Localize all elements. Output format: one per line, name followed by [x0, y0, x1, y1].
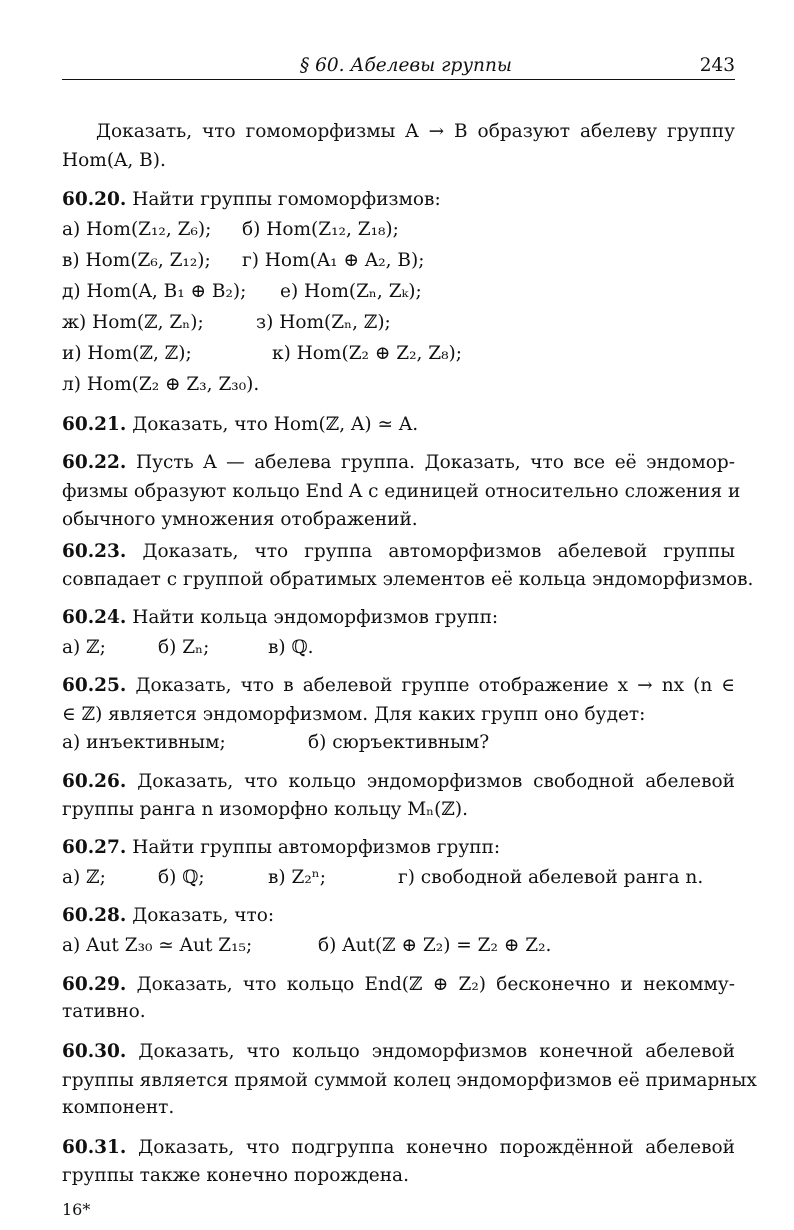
problem-text: Доказать, что:	[132, 905, 275, 926]
problem-number: 60.20.	[62, 189, 127, 210]
item: а) инъективным;	[62, 732, 226, 753]
text-line: Hom(A, B).	[62, 150, 166, 171]
signature-mark: 16*	[62, 1200, 91, 1219]
problem-60-23	[62, 538, 735, 566]
problem-number: 60.31.	[62, 1137, 127, 1158]
item: ж) Hom(ℤ, Zₙ);	[62, 312, 204, 333]
header-title: § 60. Абелевы группы	[300, 55, 512, 76]
item: а) ℤ;	[62, 637, 106, 658]
text-line: группы ранга n изоморфно кольцу Mₙ(ℤ).	[62, 799, 468, 820]
problem-number: 60.29.	[62, 974, 127, 995]
problem-number: 60.21.	[62, 414, 127, 435]
item: а) Hom(Z₁₂, Z₆);	[62, 219, 212, 240]
problem-number: 60.23.	[62, 541, 127, 562]
item-row	[62, 729, 735, 757]
problem-number: 60.27.	[62, 837, 127, 858]
text-line: Пусть A — абелева группа. Доказать, что все её эндомор-	[135, 452, 735, 473]
item: в) ℚ.	[268, 637, 314, 658]
text-line: Доказать, что кольцо эндоморфизмов конечной абелевой	[138, 1041, 735, 1062]
item: в) Hom(Z₆, Z₁₂);	[62, 250, 211, 271]
item: а) ℤ;	[62, 867, 106, 888]
item: з) Hom(Zₙ, ℤ);	[256, 312, 391, 333]
item-row	[62, 864, 735, 892]
text-line: ∈ ℤ) является эндоморфизмом. Для каких групп оно будет:	[62, 704, 646, 725]
item: б) ℚ;	[158, 867, 205, 888]
text-line: компонент.	[62, 1097, 175, 1118]
text-line: Доказать, что группа автоморфизмов абелевой группы	[142, 541, 736, 562]
item: б) Zₙ;	[158, 637, 210, 658]
problem-60-27	[62, 834, 735, 862]
text-line: группы является прямой суммой колец эндоморфизмов её примарных	[62, 1070, 757, 1091]
item-row	[62, 340, 735, 368]
running-header	[62, 55, 735, 80]
text-line: тативно.	[62, 1001, 146, 1022]
problem-text: Найти группы автоморфизмов групп:	[132, 837, 501, 858]
problem-number: 60.28.	[62, 905, 127, 926]
item: г) свободной абелевой ранга n.	[398, 867, 704, 888]
text-line: Доказать, что гомоморфизмы A → B образуют абелеву группу	[96, 121, 735, 142]
problem-60-26	[62, 768, 735, 796]
item: г) Hom(A₁ ⊕ A₂, B);	[242, 250, 425, 271]
problem-60-28	[62, 902, 735, 930]
text-line: совпадает с группой обратимых элементов её кольца эндоморфизмов.	[62, 569, 754, 590]
problem-number: 60.30.	[62, 1041, 127, 1062]
text-line: группы также конечно порождена.	[62, 1165, 409, 1186]
problem-number: 60.26.	[62, 771, 127, 792]
text-line: Доказать, что кольцо эндоморфизмов свободной абелевой	[137, 771, 735, 792]
item: е) Hom(Zₙ, Zₖ);	[280, 281, 422, 302]
item-row	[62, 371, 735, 399]
problem-60-29	[62, 971, 735, 999]
problem-60-24	[62, 604, 735, 632]
problem-text: Доказать, что Hom(ℤ, A) ≃ A.	[132, 414, 419, 435]
item: б) Aut(ℤ ⊕ Z₂) = Z₂ ⊕ Z₂.	[318, 935, 552, 956]
problem-number: 60.25.	[62, 675, 127, 696]
problem-number: 60.22.	[62, 452, 127, 473]
item-row	[62, 932, 735, 960]
item: и) Hom(ℤ, ℤ);	[62, 343, 192, 364]
item-row	[62, 634, 735, 662]
item-row	[62, 309, 735, 337]
item: б) сюръективным?	[308, 732, 490, 753]
page-number: 243	[699, 55, 735, 76]
text-line: физмы образуют кольцо End A с единицей относительно сложения и	[62, 481, 741, 502]
problem-60-31	[62, 1134, 735, 1162]
problem-text: Найти группы гомоморфизмов:	[132, 189, 441, 210]
item-row	[62, 247, 735, 275]
text-line: Доказать, что в абелевой группе отображение x → nx (n ∈	[135, 675, 735, 696]
problem-60-25	[62, 672, 735, 700]
item: л) Hom(Z₂ ⊕ Z₃, Z₃₀).	[62, 374, 260, 395]
item: к) Hom(Z₂ ⊕ Z₂, Z₈);	[272, 343, 462, 364]
problem-60-30	[62, 1038, 735, 1066]
text-line: Доказать, что подгруппа конечно порождённой абелевой	[138, 1137, 735, 1158]
text-line: обычного умножения отображений.	[62, 509, 418, 530]
problem-text: Найти кольца эндоморфизмов групп:	[132, 607, 499, 628]
text-line: Доказать, что кольцо End(ℤ ⊕ Z₂) бесконечно и некомму-	[136, 974, 735, 995]
item: в) Z₂ⁿ;	[268, 867, 327, 888]
problem-60-22	[62, 449, 735, 477]
problem-60-21	[62, 411, 735, 439]
item: б) Hom(Z₁₂, Z₁₈);	[242, 219, 399, 240]
problem-number: 60.24.	[62, 607, 127, 628]
item: д) Hom(A, B₁ ⊕ B₂);	[62, 281, 247, 302]
item: а) Aut Z₃₀ ≃ Aut Z₁₅;	[62, 935, 253, 956]
problem-60-20	[62, 186, 735, 214]
item-row	[62, 216, 735, 244]
item-row	[62, 278, 735, 306]
